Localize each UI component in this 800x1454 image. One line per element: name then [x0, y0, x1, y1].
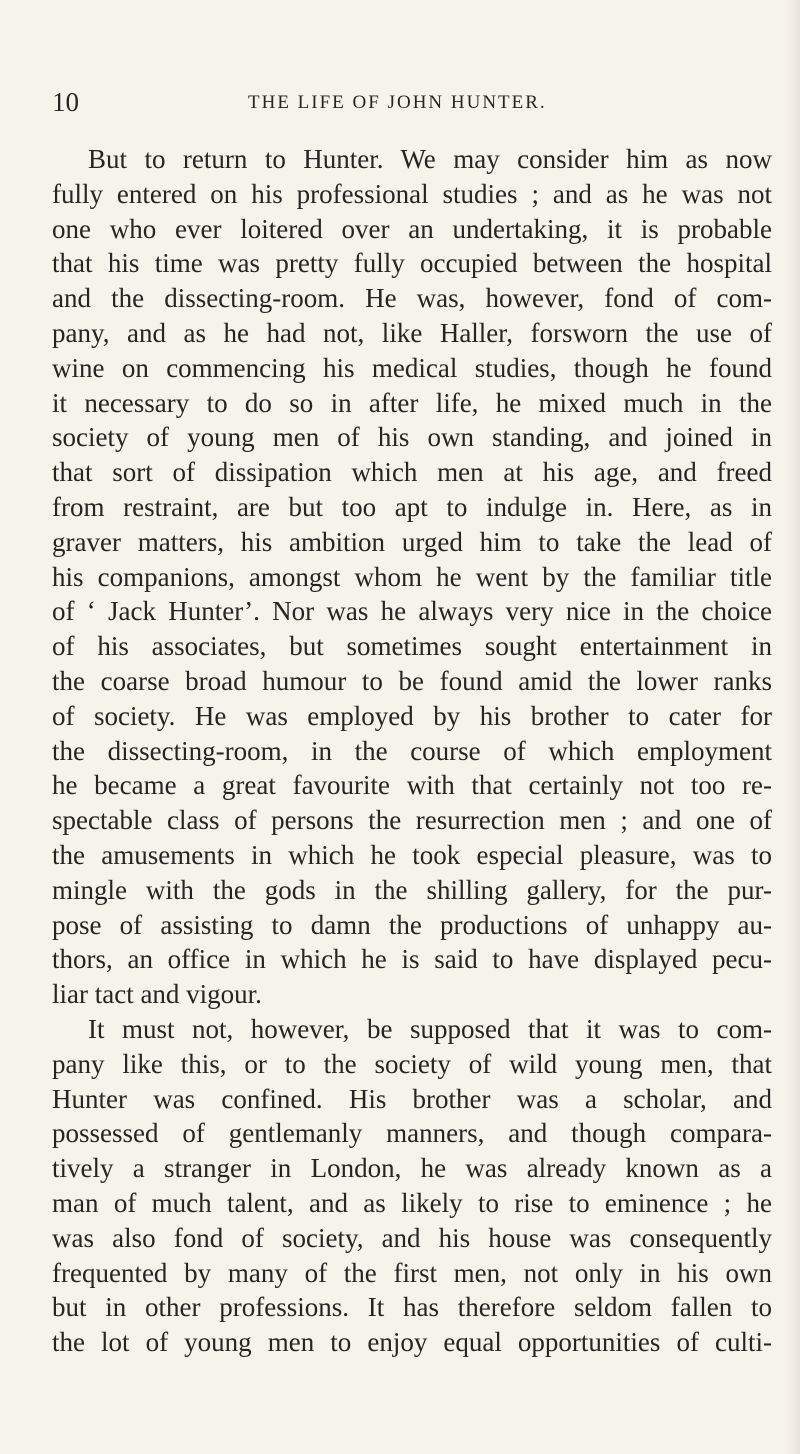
text-line: one who ever loitered over an undertaking, it is probable — [52, 213, 772, 244]
text-line: his companions, amongst whom he went by the familiar title — [52, 561, 772, 592]
text-line: wine on commencing his medical studies, though he found — [52, 352, 772, 383]
running-head: THE LIFE OF JOHN HUNTER. — [248, 92, 547, 113]
text-line: the coarse broad humour to be found amid the lower ranks — [52, 665, 772, 696]
page-number: 10 — [52, 87, 79, 117]
text-line: from restraint, are but too apt to indulge in. Here, as in — [52, 491, 772, 522]
text-line: graver matters, his ambition urged him to take the lead of — [52, 526, 772, 557]
text-line: but in other professions. It has therefore seldom fallen to — [52, 1292, 772, 1323]
text-line: liar tact and vigour. — [52, 979, 262, 1010]
text-line: he became a great favourite with that certainly not too re- — [52, 770, 772, 801]
text-line: thors, an office in which he is said to have displayed pecu- — [52, 944, 772, 975]
text-line: spectable class of persons the resurrection men ; and one of — [52, 805, 772, 836]
text-line: pany like this, or to the society of wild young men, that — [52, 1048, 772, 1079]
page-header — [52, 84, 772, 120]
text-line: of society. He was employed by his brother to cater for — [52, 700, 772, 731]
text-line: the amusements in which he took especial pleasure, was to — [52, 839, 772, 870]
text-line: was also fond of society, and his house was consequently — [52, 1222, 772, 1253]
text-line: It must not, however, be supposed that it was to com- — [88, 1013, 772, 1044]
text-line: it necessary to do so in after life, he mixed much in the — [52, 387, 772, 418]
text-line: But to return to Hunter. We may consider him as now — [88, 144, 772, 174]
text-line: tively a stranger in London, he was already known as a — [52, 1153, 772, 1184]
text-line: man of much talent, and as likely to rise to eminence ; he — [52, 1187, 772, 1218]
text-line: pose of assisting to damn the productions of unhappy au- — [52, 909, 772, 940]
text-line: society of young men of his own standing, and joined in — [52, 422, 772, 453]
text-line: possessed of gentlemanly manners, and though compara- — [52, 1118, 772, 1149]
text-line: of ‘ Jack Hunter’. Nor was he always very nice in the choice — [52, 596, 772, 627]
body-text — [52, 142, 772, 1360]
text-line: that sort of dissipation which men at his age, and freed — [52, 457, 772, 488]
text-line: fully entered on his professional studies ; and as he was not — [52, 178, 772, 209]
text-line: pany, and as he had not, like Haller, forsworn the use of — [52, 317, 772, 348]
text-line: frequented by many of the first men, not only in his own — [52, 1257, 772, 1288]
text-line: that his time was pretty fully occupied between the hospital — [52, 248, 772, 279]
text-line: mingle with the gods in the shilling gallery, for the pur- — [52, 874, 772, 905]
text-line: the dissecting-room, in the course of which employment — [52, 735, 772, 766]
text-line: the lot of young men to enjoy equal opportunities of culti- — [52, 1327, 772, 1358]
text-line: and the dissecting-room. He was, however, fond of com- — [52, 283, 772, 314]
text-line: Hunter was confined. His brother was a scholar, and — [52, 1083, 772, 1114]
page-edge-shadow — [786, 0, 800, 1454]
text-line: of his associates, but sometimes sought entertainment in — [52, 631, 772, 662]
